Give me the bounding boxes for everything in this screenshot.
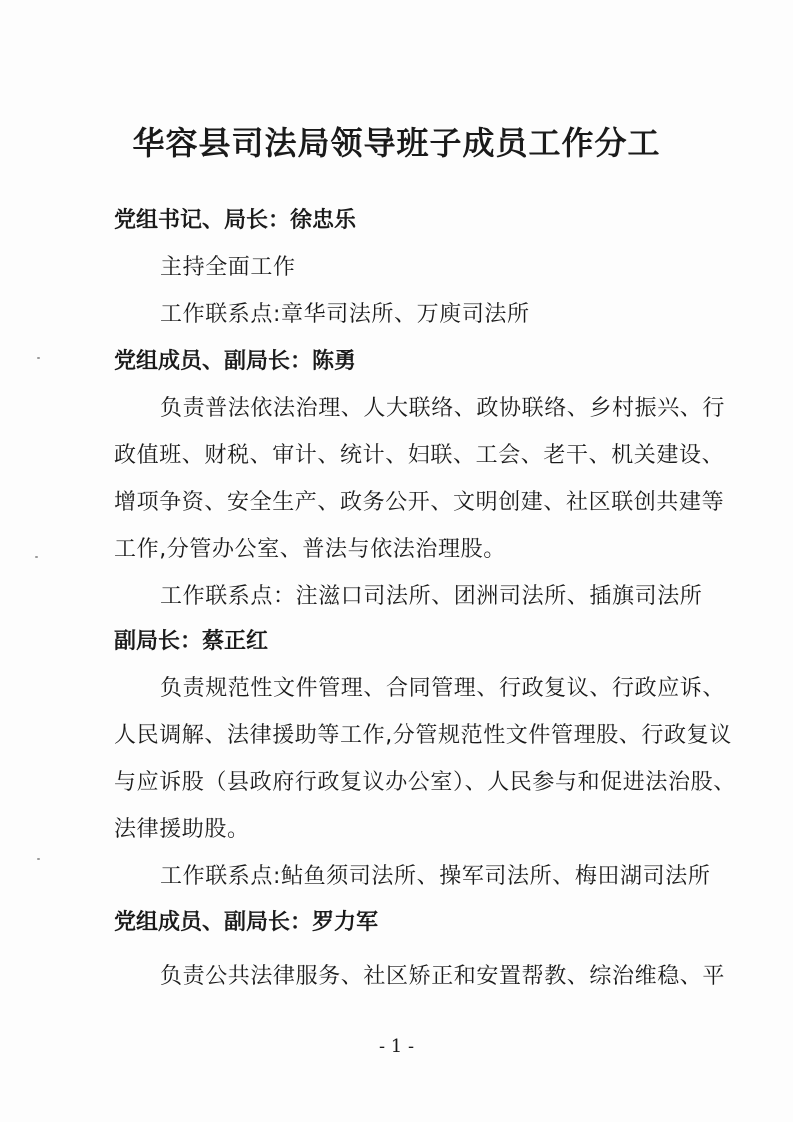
paragraph-line: 政值班、财税、审计、统计、妇联、工会、老干、机关建设、 bbox=[114, 443, 725, 468]
document-title: 华容县司法局领导班子成员工作分工 bbox=[132, 124, 661, 162]
contact-points-line: 工作联系点：注滋口司法所、团洲司法所、插旗司法所 bbox=[160, 584, 703, 609]
paragraph-line: 负责公共法律服务、社区矫正和安置帮教、综治维稳、平 bbox=[160, 964, 726, 989]
contact-points-line: 工作联系点:章华司法所、万庾司法所 bbox=[160, 302, 530, 327]
contact-points-line: 工作联系点:鲇鱼须司法所、操军司法所、梅田湖司法所 bbox=[160, 864, 711, 889]
paragraph-line: 负责普法依法治理、人大联络、政协联络、乡村振兴、行 bbox=[160, 396, 726, 421]
paragraph-line: 主持全面工作 bbox=[160, 255, 296, 280]
scan-speck bbox=[35, 556, 38, 558]
scan-speck bbox=[37, 858, 40, 860]
section-heading-deputy-luo: 党组成员、副局长：罗力军 bbox=[114, 910, 379, 935]
paragraph-line: 与应诉股（县政府行政复议办公室）、人民参与和促进法治股、 bbox=[114, 770, 736, 795]
paragraph-line: 法律援助股。 bbox=[114, 817, 250, 842]
paragraph-line: 人民调解、法律援助等工作,分管规范性文件管理股、行政复议 bbox=[114, 723, 732, 748]
paragraph-line: 负责规范性文件管理、合同管理、行政复议、行政应诉、 bbox=[160, 676, 726, 701]
page-number: - 1 - bbox=[378, 1036, 415, 1057]
section-heading-deputy-cai: 副局长：蔡正红 bbox=[114, 629, 269, 654]
section-heading-director: 党组书记、局长：徐忠乐 bbox=[114, 208, 357, 233]
paragraph-line: 工作,分管办公室、普法与依法治理股。 bbox=[114, 537, 506, 562]
paragraph-line: 增项争资、安全生产、政务公开、文明创建、社区联创共建等 bbox=[114, 490, 725, 515]
section-heading-deputy-chen: 党组成员、副局长：陈勇 bbox=[114, 349, 357, 374]
scan-speck bbox=[37, 357, 40, 359]
